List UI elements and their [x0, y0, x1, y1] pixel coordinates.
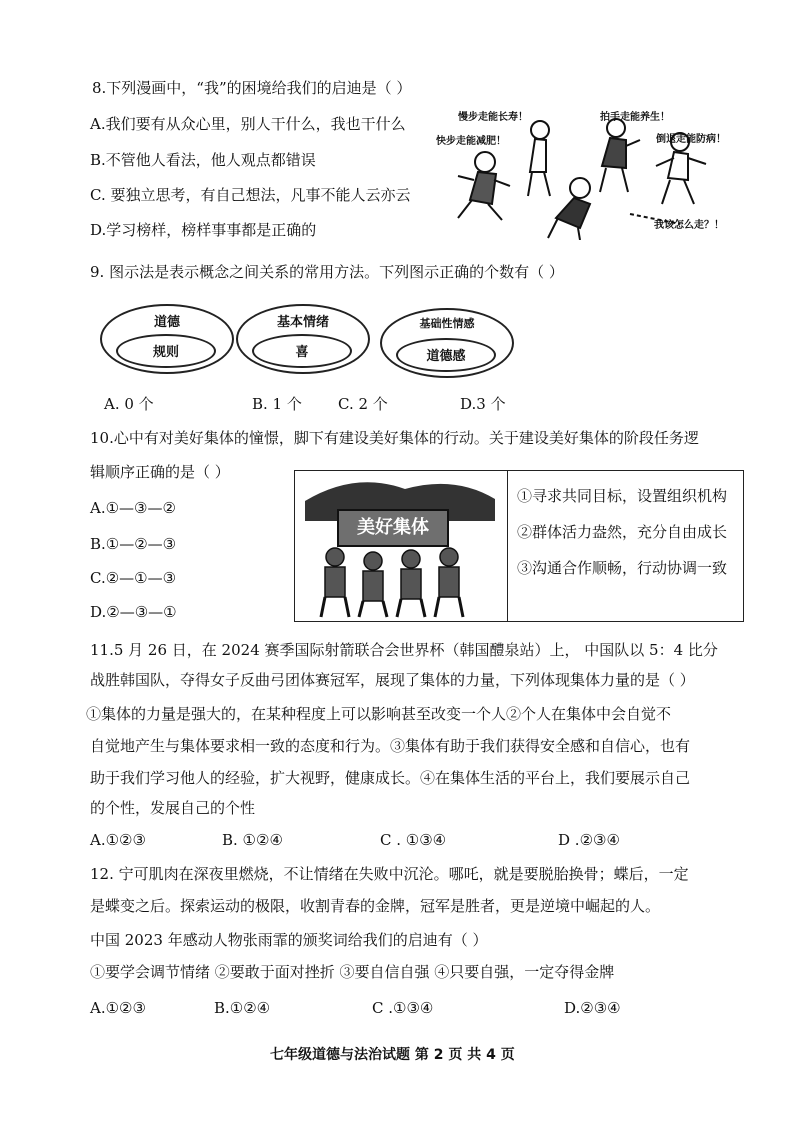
- comic-caption-confused: 我该怎么走？！: [654, 220, 724, 231]
- q11-line-2: 战胜韩国队，夺得女子反曲弓团体赛冠军，展现了集体的力量，下列体现集体力量的是（ ）: [90, 671, 695, 689]
- q10-option-d: D.②—③—①: [90, 603, 177, 621]
- q11-line-4: 自觉地产生与集体要求相一致的态度和行为。③集体有助于我们获得安全感和自信心，也有: [90, 737, 691, 755]
- venn-diagram-2: [236, 304, 370, 374]
- q12-line-3: 中国 2023 年感动人物张雨霏的颁奖词给我们的启迪有（ ）: [90, 931, 488, 949]
- q11-line-5: 助于我们学习他人的经验，扩大视野，健康成长。④在集体生活的平台上，我们要展示自己: [90, 769, 691, 787]
- q10-figure-box: [294, 470, 744, 622]
- venn-3-inner-label: 道德感: [426, 349, 466, 364]
- q12-line-1: 12. 宁可肌肉在深夜里燃烧，不让情绪在失败中沉沦。哪吒，就是要脱胎换骨；蝶后，一定: [90, 865, 689, 883]
- q10-stem-line1: 10.心中有对美好集体的憧憬，脚下有建设美好集体的行动。关于建设美好集体的阶段任务逻: [90, 429, 699, 447]
- q10-stage-2: ②群体活力盎然，充分自由成长: [517, 523, 728, 541]
- q10-option-c: C.②—①—③: [90, 569, 177, 587]
- venn-2-inner-label: 喜: [295, 345, 309, 360]
- venn-1-inner-label: 规则: [152, 345, 179, 360]
- q11-option-b: B. ①②④: [222, 831, 283, 849]
- q8-option-c: C. 要独立思考，有自己想法，凡事不能人云亦云: [90, 186, 411, 204]
- q10-banner: 美好集体: [337, 509, 449, 547]
- comic-caption-slow: 慢步走能长寿！: [458, 112, 528, 123]
- q12-option-b: B.①②④: [214, 999, 271, 1017]
- q8-option-d: D.学习榜样，榜样事事都是正确的: [90, 221, 317, 239]
- q11-line-1: 11.5 月 26 日，在 2024 赛季国际射箭联合会世界杯（韩国醴泉站）上， 中国队以 5：4 比分: [90, 641, 718, 659]
- q9-stem: 9. 图示法是表示概念之间关系的常用方法。下列图示正确的个数有（ ）: [90, 263, 564, 281]
- q11-option-c: C . ①③④: [380, 831, 447, 849]
- q10-option-b: B.①—②—③: [90, 535, 177, 553]
- venn-diagram-1: [100, 304, 234, 374]
- comic-caption-backward: 倒退走能防病！: [656, 134, 726, 145]
- venn-3-outer-label: 基础性情感: [419, 317, 475, 330]
- venn-diagram-3: [380, 308, 514, 378]
- venn-2-outer-label: 基本情绪: [276, 315, 329, 330]
- comic-caption-clap: 拍手走能养生！: [600, 112, 670, 123]
- q10-option-a: A.①—③—②: [90, 499, 176, 517]
- q8-option-a: A.我们要有从众心里，别人干什么，我也干什么: [90, 115, 406, 133]
- q9-option-d: D.3 个: [460, 395, 506, 413]
- q9-option-c: C. 2 个: [338, 395, 388, 413]
- q11-line-6: 的个性，发展自己的个性: [90, 799, 256, 817]
- q11-option-a: A.①②③: [90, 831, 146, 849]
- q12-line-2: 是蝶变之后。探索运动的极限，收割青春的金牌，冠军是胜者，更是逆境中崛起的人。: [90, 897, 661, 915]
- q9-option-b: B. 1 个: [252, 395, 302, 413]
- q12-option-a: A.①②③: [90, 999, 146, 1017]
- q11-option-d: D .②③④: [558, 831, 620, 849]
- q9-option-a: A. 0 个: [104, 395, 154, 413]
- q8-option-b: B.不管他人看法，他人观点都错误: [90, 151, 316, 169]
- q10-stage-3: ③沟通合作顺畅，行动协调一致: [517, 559, 728, 577]
- q8-comic: [430, 100, 760, 240]
- q10-stem-line2: 辑顺序正确的是（ ）: [90, 463, 230, 481]
- venn-1-outer-label: 道德: [153, 315, 180, 330]
- q8-stem: 8.下列漫画中，“我”的困境给我们的启迪是（ ）: [92, 79, 412, 97]
- q12-option-d: D.②③④: [564, 999, 621, 1017]
- q11-line-3: ①集体的力量是强大的，在某种程度上可以影响甚至改变一个人②个人在集体中会自觉不: [86, 705, 672, 723]
- q10-stage-1: ①寻求共同目标，设置组织机构: [517, 487, 728, 505]
- q12-option-c: C .①③④: [372, 999, 434, 1017]
- page-footer: 七年级道德与法治试题 第 2 页 共 4 页: [270, 1047, 515, 1063]
- comic-caption-fast: 快步走能减肥！: [436, 136, 506, 147]
- q12-line-4: ①要学会调节情绪 ②要敢于面对挫折 ③要自信自强 ④只要自强，一定夺得金牌: [90, 963, 615, 981]
- q10-illustration: [295, 471, 508, 621]
